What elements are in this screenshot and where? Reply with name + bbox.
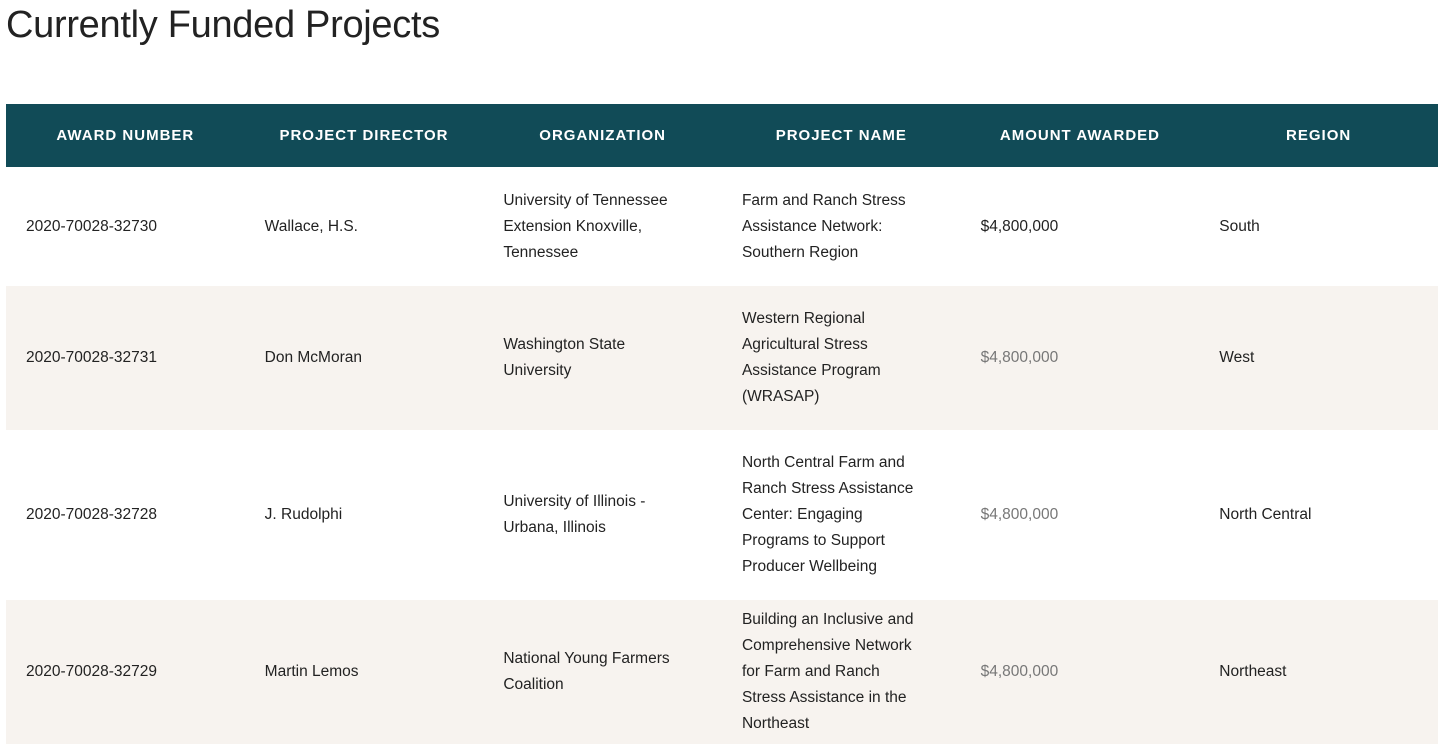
organization-text: University of Tennessee Extension Knoxville, Tennessee [503,191,668,261]
region-cell: Northeast [1219,663,1287,680]
column-header-amount-awarded: AMOUNT AWARDED [999,127,1160,144]
organization-cell [483,600,722,744]
amount-awarded-cell: $4,800,000 [980,506,1059,523]
project-name-text: Western Regional Agricultural Stress Assistance Program (WRASAP) [741,310,881,405]
column-header-project-director: PROJECT DIRECTOR [279,127,449,144]
project-name-text: Building an Inclusive and Comprehensive Network for Farm and Ranch Stress Assistance in the Northeast [741,611,914,732]
column-header-region: REGION [1286,127,1352,144]
project-name-cell [722,167,961,286]
organization-text: University of Illinois - Urbana, Illinois [503,493,646,536]
project-director-cell: Don McMoran [264,349,362,366]
funded-projects-table [6,104,1438,744]
project-name-cell [722,430,961,600]
amount-awarded-cell: $4,800,000 [980,349,1059,366]
column-header-organization: ORGANIZATION [539,127,666,144]
table-body [6,167,1438,744]
table-row [6,286,1438,430]
amount-awarded-cell: $4,800,000 [980,217,1059,235]
table-row [6,600,1438,744]
award-number-cell: 2020-70028-32731 [26,349,158,366]
column-header-project-name: PROJECT NAME [775,127,907,144]
table-row [6,430,1438,600]
amount-awarded-cell: $4,800,000 [980,663,1059,680]
table-header-row [6,104,1438,167]
project-name-cell [722,600,961,744]
project-director-cell: Wallace, H.S. [264,217,358,235]
organization-text: Washington State University [503,336,626,379]
project-name-cell [722,286,961,430]
region-cell: West [1219,349,1255,366]
table-header [6,104,1438,167]
award-number-cell: 2020-70028-32730 [26,217,158,235]
organization-cell [483,430,722,600]
organization-cell [483,286,722,430]
organization-cell [483,167,722,286]
region-cell: North Central [1219,506,1312,523]
award-number-cell: 2020-70028-32728 [26,506,158,523]
project-director-cell: J. Rudolphi [264,506,343,523]
project-director-cell: Martin Lemos [264,663,359,680]
table-row [6,167,1438,286]
column-header-award-number: AWARD NUMBER [56,127,195,144]
region-cell: South [1219,217,1260,235]
project-name-text: Farm and Ranch Stress Assistance Network: Southern Region [741,191,906,261]
award-number-cell: 2020-70028-32729 [26,663,158,680]
project-name-text: North Central Farm and Ranch Stress Assistance Center: Engaging Programs to Support Producer Wellbeing [741,454,914,575]
page-title: Currently Funded Projects [6,4,440,46]
organization-text: National Young Farmers Coalition [503,650,670,693]
